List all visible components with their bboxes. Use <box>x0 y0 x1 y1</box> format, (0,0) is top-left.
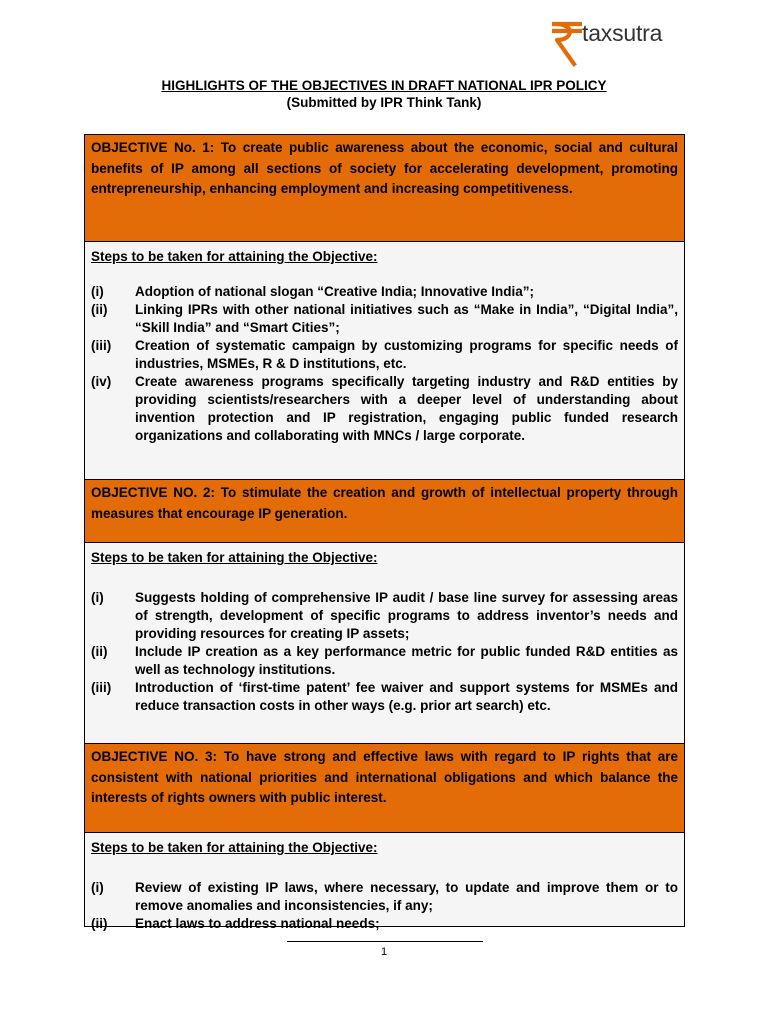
objective-2-steps <box>85 543 684 744</box>
objective-2: OBJECTIVE NO. 2: To stimulate the creation and growth of intellectual property through measures that encourage IP generation. <box>85 480 684 543</box>
step-text: Review of existing IP laws, where necessary, to update and improve them or to remove anomalies and inconsistencies, if any; <box>135 880 678 913</box>
step-text: Linking IPRs with other national initiatives such as “Make in India”, “Digital India”, “Skill India” and “Smart Cities”; <box>135 302 678 335</box>
title-line-1: HIGHLIGHTS OF THE OBJECTIVES IN DRAFT NATIONAL IPR POLICY <box>161 78 607 93</box>
objective-1: OBJECTIVE No. 1: To create public awareness about the economic, social and cultural benefits of IP among all sections of society for accelerating development, promoting entrepreneurship, enhancing employment and increasing competitiveness. <box>85 135 684 242</box>
steps-heading: Steps to be taken for attaining the Objective: <box>91 550 378 565</box>
steps-heading: Steps to be taken for attaining the Objective: <box>91 249 378 264</box>
step-text: Introduction of ‘first-time patent’ fee waiver and support systems for MSMEs and reduce transaction costs in other ways (e.g. prior art search) etc. <box>135 680 678 713</box>
page-number: 1 <box>380 946 388 958</box>
step-text: Include IP creation as a key performance metric for public funded R&D entities as well as technology institutions. <box>135 644 678 677</box>
steps-list <box>91 283 678 445</box>
objective-3-steps <box>85 833 684 931</box>
step-number: (i) <box>91 590 104 605</box>
step-item <box>91 283 678 301</box>
step-item <box>91 301 678 337</box>
document-title <box>0 78 768 112</box>
title-line-2: (Submitted by IPR Think Tank) <box>286 95 482 110</box>
step-item <box>91 589 678 643</box>
step-item <box>91 879 678 915</box>
footer-rule <box>287 941 483 942</box>
step-item <box>91 373 678 445</box>
step-text: Suggests holding of comprehensive IP audit / base line survey for assessing areas of strength, development of specific programs to address inventor’s needs and providing resources for creating IP assets; <box>135 590 678 641</box>
step-number: (iii) <box>91 338 112 353</box>
objective-3: OBJECTIVE NO. 3: To have strong and effective laws with regard to IP rights that are consistent with national priorities and international obligations and which balance the interests of rights owners with public interest. <box>85 744 684 833</box>
step-text: Creation of systematic campaign by customizing programs for specific needs of industries, MSMEs, R & D institutions, etc. <box>135 338 678 371</box>
step-item <box>91 915 678 933</box>
rupee-logo-icon <box>552 18 582 70</box>
step-number: (ii) <box>91 302 108 317</box>
step-item <box>91 679 678 715</box>
taxsutra-logo <box>552 18 682 70</box>
step-number: (i) <box>91 284 104 299</box>
step-item <box>91 337 678 373</box>
brand-name: taxsutra <box>582 20 663 46</box>
step-number: (iii) <box>91 680 112 695</box>
steps-heading: Steps to be taken for attaining the Objective: <box>91 840 378 855</box>
step-text: Enact laws to address national needs; <box>135 916 380 931</box>
step-text: Adoption of national slogan “Creative India; Innovative India”; <box>135 284 535 299</box>
steps-list <box>91 589 678 715</box>
steps-list <box>91 879 678 933</box>
step-number: (ii) <box>91 916 108 931</box>
objectives-table <box>84 134 685 931</box>
step-number: (iv) <box>91 374 112 389</box>
objective-1-steps <box>85 242 684 480</box>
step-item <box>91 643 678 679</box>
step-number: (i) <box>91 880 104 895</box>
step-text: Create awareness programs specifically targeting industry and R&D entities by providing scientists/researchers with a deeper level of understanding about invention protection and IP registration, engaging public funded research organizations and collaborating with MNCs / large corporate. <box>135 374 678 443</box>
step-number: (ii) <box>91 644 108 659</box>
